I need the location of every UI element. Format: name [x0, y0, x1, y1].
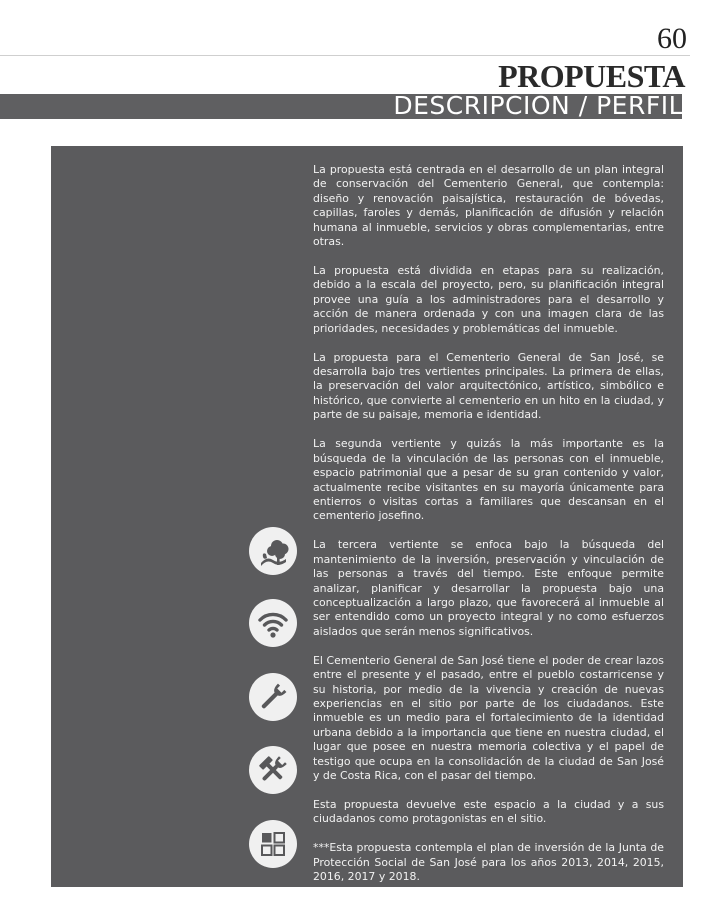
page-title: PROPUESTA — [498, 58, 685, 94]
grid-icon — [249, 820, 297, 868]
wrench-icon — [249, 673, 297, 721]
paragraph-7: Esta propuesta devuelve este espacio a la ciudad y a sus ciudadanos como protagonistas en el sitio. — [313, 798, 664, 826]
paragraph-2: La propuesta está dividida en etapas para su realización, debido a la escala del proyecto, pero, su planificación integral provee una guía a los administradores para el desarrollo y acción de manera ordenada y con una imagen clara de las prioridades, necesidades y problemáticas del inmueble. — [313, 264, 664, 335]
paragraph-8: ***Esta propuesta contempla el plan de inversión de la Junta de Protección Social de San José para los años 2013, 2014, 2015, 2016, 2017 y 2018. — [313, 841, 664, 884]
paragraph-1: La propuesta está centrada en el desarrollo de un plan integral de conservación del Cementerio General, que contempla: diseño y renovación paisajística, restauración de bóvedas, capillas, faroles y demás, planificación de difusión y relación humana al inmueble, servicios y obras complementarias, entre otras. — [313, 163, 664, 249]
paragraph-3: La propuesta para el Cementerio General de San José, se desarrolla bajo tres vertientes principales. La primera de ellas, la preservación del valor arquitectónico, artístico, simbólico e histórico, que convierte al cementerio en un hito en la ciudad, y parte de su paisaje, memoria e identidad. — [313, 350, 664, 422]
paragraph-6: El Cementerio General de San José tiene el poder de crear lazos entre el presente y el pasado, entre el pueblo costarricense y su historia, por medio de la vivencia y creación de nuevas experiencias en el sitio por parte de los ciudadanos. Este inmueble es un medio para el fortalecimiento de la identidad urbana debido a la importancia que tiene en nuestra ciudad, el lugar que posee en nuestra memoria colectiva y el papel de testigo que ocupa en la consolidación de la ciudad de San José y de Costa Rica, con el pasar del tiempo. — [313, 653, 664, 782]
tools-icon — [249, 746, 297, 794]
landscape-tree-icon — [249, 527, 297, 575]
wifi-icon — [249, 599, 297, 647]
page-number: 60 — [657, 22, 687, 55]
page-subtitle: DESCRIPCIÓN / PERFIL — [393, 91, 683, 120]
body-text — [313, 163, 664, 899]
paragraph-5: La tercera vertiente se enfoca bajo la búsqueda del mantenimiento de la inversión, preservación y vinculación de las personas a través del tiempo. Este enfoque permite analizar, planificar y desarrollar la propuesta bajo una conceptualización a largo plazo, que favorecerá al inmueble al ser entendido como un proyecto integral y no como esfuerzos aislados que serán menos significativos. — [313, 538, 664, 638]
header-divider — [0, 55, 690, 56]
paragraph-4: La segunda vertiente y quizás la más importante es la búsqueda de la vinculación de las personas con el inmueble, espacio patrimonial que a pesar de su gran contenido y valor, actualmente recibe visitantes en su mayoría únicamente para entierros o visitas cortas a familiares que descansan en el cementerio josefino. — [313, 437, 664, 523]
